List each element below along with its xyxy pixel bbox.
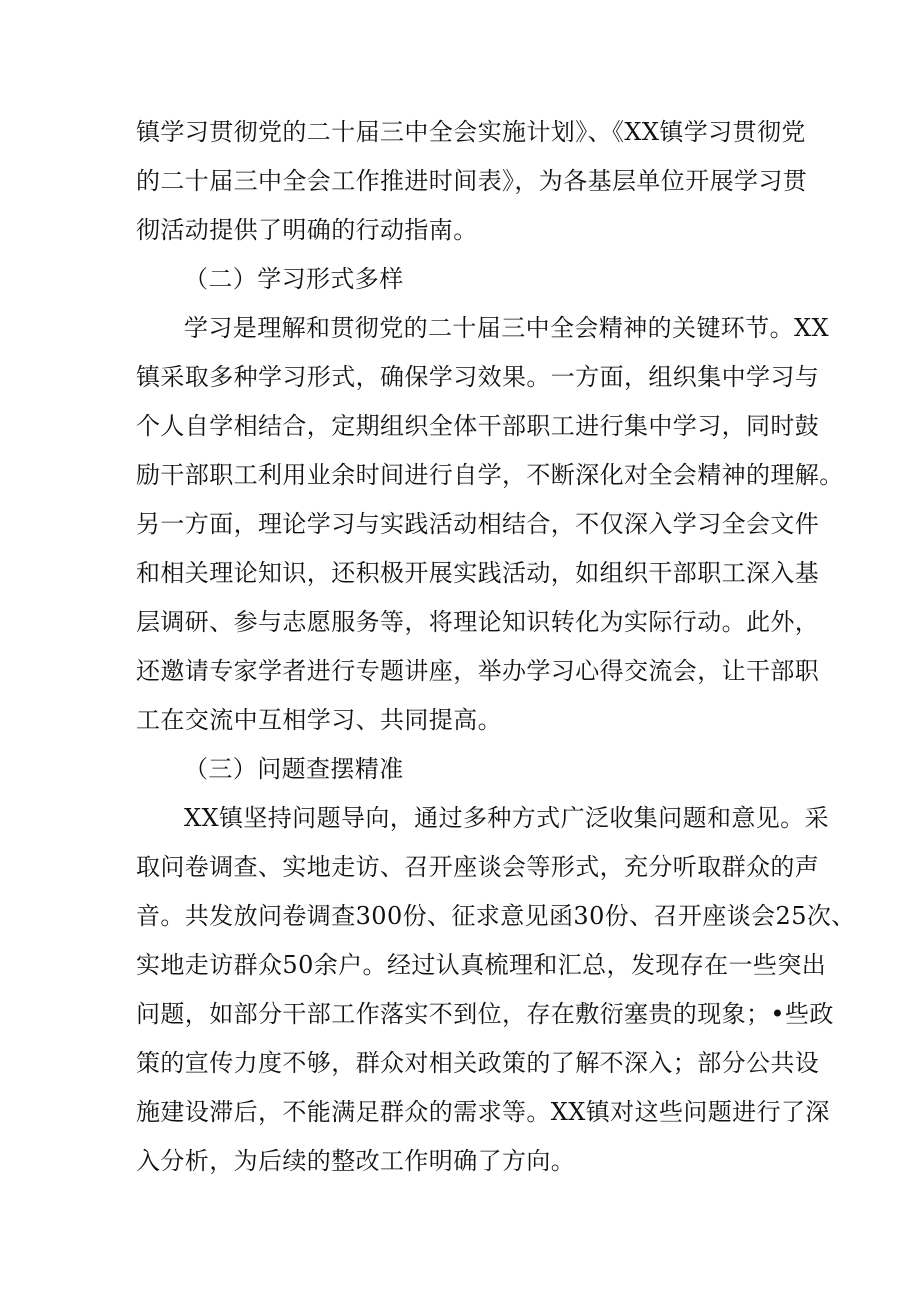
text-line: 实地走访群众50余户。经过认真梳理和汇总，发现存在一些突出 [136, 951, 827, 979]
text-line: 彻活动提供了明确的行动指南。 [136, 216, 478, 244]
document-body [136, 108, 856, 1186]
text-line: 的二十届三中全会工作推进时间表》，为各基层单位开展学习贯 [136, 167, 808, 195]
text-line: 另一方面，理论学习与实践活动相结合，不仅深入学习全会文件 [136, 510, 820, 538]
text-line: 取问卷调查、实地走访、召开座谈会等形式，充分听取群众的声 [136, 853, 820, 881]
text-line: 音。共发放问卷调查300份、征求意见函30份、召开座谈会25次、 [136, 902, 856, 930]
section-heading-problem-finding: （三）问题查摆精准 [184, 755, 404, 783]
text-line: 学习是理解和贯彻党的二十届三中全会精神的关键环节。XX [184, 314, 829, 342]
text-line: 镇学习贯彻党的二十届三中全会实施计划》、《XX镇学习贯彻党 [136, 118, 806, 146]
paragraph-problem-finding [136, 794, 856, 1186]
text-line: 层调研、参与志愿服务等，将理论知识转化为实际行动。此外， [136, 608, 820, 636]
text-line: 入分析，为后续的整改工作明确了方向。 [136, 1147, 576, 1175]
text-line: XX镇坚持问题导向，通过多种方式广泛收集问题和意见。采 [184, 804, 829, 832]
text-line: 施建设滞后，不能满足群众的需求等。XX镇对这些问题进行了深 [136, 1098, 830, 1126]
text-line: 工在交流中互相学习、共同提高。 [136, 706, 502, 734]
text-line: 励干部职工利用业余时间进行自学，不断深化对全会精神的理解。 [136, 461, 844, 489]
text-line: 和相关理论知识，还积极开展实践活动，如组织干部职工深入基 [136, 559, 820, 587]
text-line: 还邀请专家学者进行专题讲座，举办学习心得交流会，让干部职 [136, 657, 820, 685]
text-line: 问题，如部分干部工作落实不到位，存在敷衍塞贵的现象；•些政 [136, 1000, 834, 1028]
text-line: 策的宣传力度不够，群众对相关政策的了解不深入；部分公共设 [136, 1049, 820, 1077]
paragraph-implementation-plan [136, 108, 808, 255]
paragraph-study-forms [136, 304, 844, 745]
text-line: 个人自学相结合，定期组织全体干部职工进行集中学习，同时鼓 [136, 412, 820, 440]
section-heading-study-forms: （二）学习形式多样 [184, 265, 404, 293]
text-line: 镇采取多种学习形式，确保学习效果。一方面，组织集中学习与 [136, 363, 820, 391]
